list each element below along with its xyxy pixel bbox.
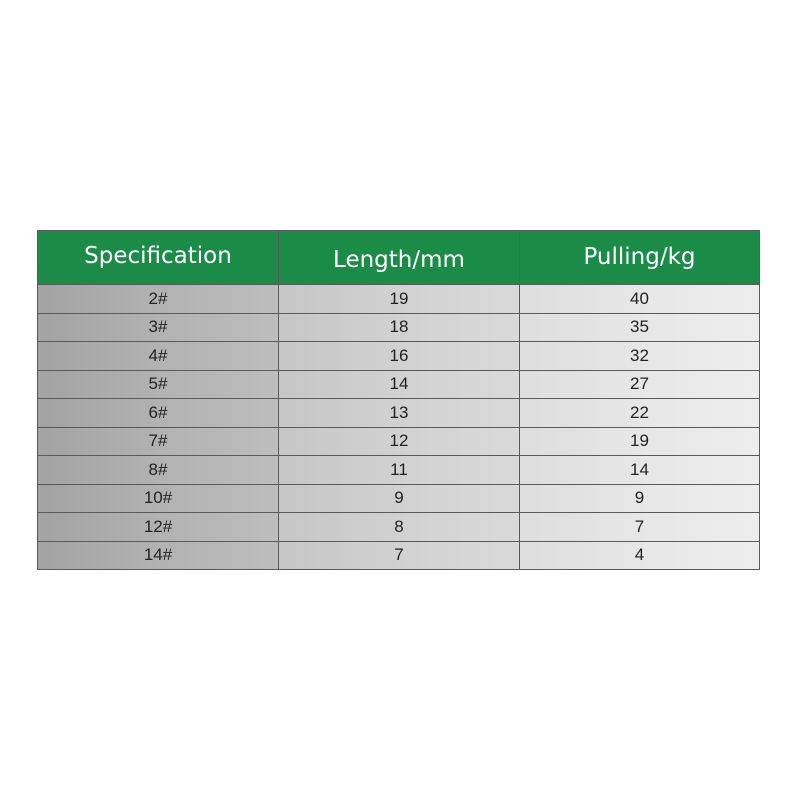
cell-pulling: 4 xyxy=(520,542,760,571)
table-row xyxy=(38,428,760,457)
cell-length: 14 xyxy=(279,371,520,400)
cell-specification: 12# xyxy=(38,513,279,542)
cell-specification: 4# xyxy=(38,342,279,371)
cell-length: 11 xyxy=(279,456,520,485)
cell-pulling: 7 xyxy=(520,513,760,542)
cell-pulling: 19 xyxy=(520,428,760,457)
cell-length: 8 xyxy=(279,513,520,542)
cell-specification: 10# xyxy=(38,485,279,514)
table-row xyxy=(38,542,760,571)
table-row xyxy=(38,513,760,542)
cell-length: 18 xyxy=(279,314,520,343)
cell-specification: 5# xyxy=(38,371,279,400)
header-specification: Specification xyxy=(38,231,279,285)
cell-pulling: 32 xyxy=(520,342,760,371)
table-row xyxy=(38,456,760,485)
table-row xyxy=(38,485,760,514)
cell-pulling: 14 xyxy=(520,456,760,485)
table-row xyxy=(38,314,760,343)
cell-length: 19 xyxy=(279,285,520,314)
cell-pulling: 40 xyxy=(520,285,760,314)
cell-length: 7 xyxy=(279,542,520,571)
header-length: Length/mm xyxy=(279,231,520,285)
table-header-row xyxy=(38,231,760,285)
table-row xyxy=(38,342,760,371)
cell-pulling: 22 xyxy=(520,399,760,428)
cell-specification: 7# xyxy=(38,428,279,457)
spec-table xyxy=(37,230,760,570)
cell-specification: 3# xyxy=(38,314,279,343)
cell-length: 16 xyxy=(279,342,520,371)
cell-specification: 6# xyxy=(38,399,279,428)
table-body xyxy=(38,285,760,570)
cell-pulling: 9 xyxy=(520,485,760,514)
cell-length: 12 xyxy=(279,428,520,457)
cell-length: 13 xyxy=(279,399,520,428)
cell-pulling: 27 xyxy=(520,371,760,400)
table-row xyxy=(38,371,760,400)
header-pulling: Pulling/kg xyxy=(520,231,760,285)
cell-specification: 2# xyxy=(38,285,279,314)
table-row xyxy=(38,399,760,428)
cell-pulling: 35 xyxy=(520,314,760,343)
table-row xyxy=(38,285,760,314)
cell-specification: 14# xyxy=(38,542,279,571)
cell-length: 9 xyxy=(279,485,520,514)
cell-specification: 8# xyxy=(38,456,279,485)
